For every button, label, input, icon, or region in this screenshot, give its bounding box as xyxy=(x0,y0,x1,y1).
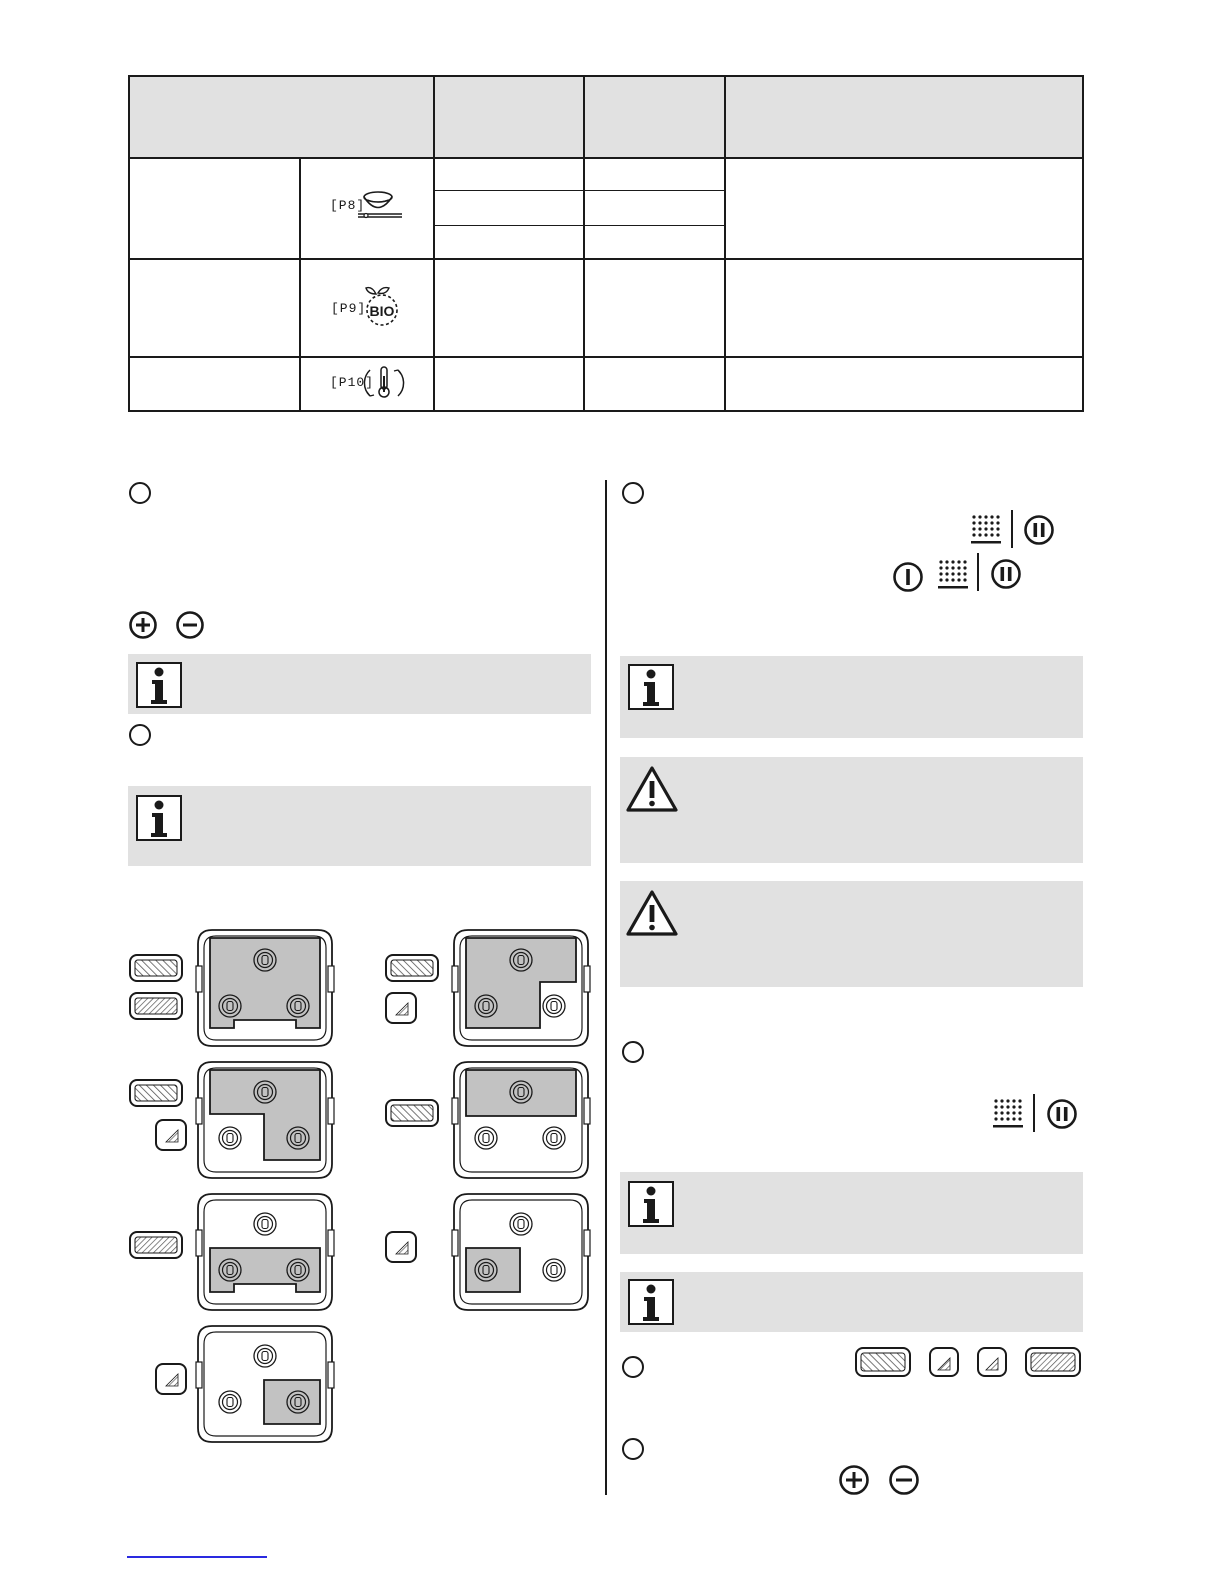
bio-leaf-icon xyxy=(362,284,402,328)
zone-key-row xyxy=(852,1344,1084,1380)
zone-key xyxy=(130,1080,186,1150)
info-box xyxy=(620,656,1083,738)
info-i-icon xyxy=(628,1181,674,1227)
info-i-icon xyxy=(628,1279,674,1325)
pause-icon xyxy=(1023,514,1055,546)
cooking-zone-diagrams xyxy=(120,918,600,1448)
zone-key xyxy=(386,1100,438,1126)
step-marker xyxy=(622,1356,644,1378)
table-header xyxy=(129,76,1082,158)
power-icon xyxy=(892,561,924,593)
warning-box xyxy=(620,757,1083,863)
separator xyxy=(1011,510,1013,548)
zone-key xyxy=(130,1232,182,1258)
zone-key xyxy=(386,1232,416,1262)
separator xyxy=(1033,1094,1035,1132)
warning-box xyxy=(620,881,1083,987)
zone-grid-icon xyxy=(992,1096,1024,1130)
step-marker xyxy=(129,482,151,504)
minus-circle-icon xyxy=(175,610,205,640)
plus-circle-icon xyxy=(838,1464,870,1496)
bowl-on-stand-icon xyxy=(356,188,404,226)
footer-link[interactable] xyxy=(127,1556,267,1558)
program-code: [P8] xyxy=(330,198,366,213)
info-box xyxy=(620,1172,1083,1254)
zone-key xyxy=(156,1364,186,1394)
step-marker xyxy=(622,1041,644,1063)
info-box xyxy=(620,1272,1083,1332)
pause-icon xyxy=(1046,1098,1078,1130)
info-i-icon xyxy=(136,662,182,708)
plus-circle-icon xyxy=(128,610,158,640)
zone-diagram xyxy=(196,1194,334,1310)
info-box xyxy=(128,786,591,866)
info-i-icon xyxy=(628,664,674,710)
warning-triangle-icon xyxy=(625,889,679,937)
zone-diagram xyxy=(196,1326,334,1442)
zone-diagram xyxy=(452,1062,590,1178)
program-code: [P10] xyxy=(330,375,375,390)
minus-circle-icon xyxy=(888,1464,920,1496)
column-divider xyxy=(605,480,607,1495)
zone-key xyxy=(386,955,438,1023)
zone-key xyxy=(130,955,182,1019)
thermometer-cycle-icon xyxy=(362,362,406,404)
program-code: [P9] xyxy=(331,301,367,316)
warning-triangle-icon xyxy=(625,765,679,813)
svg-text:BIO: BIO xyxy=(369,303,395,319)
zone-diagram xyxy=(196,930,334,1046)
zone-diagram xyxy=(196,1062,334,1178)
step-marker xyxy=(129,724,151,746)
step-marker xyxy=(622,482,644,504)
zone-grid-icon xyxy=(937,557,969,591)
info-box xyxy=(128,654,591,714)
separator xyxy=(977,553,979,591)
zone-diagram xyxy=(452,930,590,1046)
info-i-icon xyxy=(136,795,182,841)
zone-grid-icon xyxy=(970,512,1002,546)
pause-icon xyxy=(990,558,1022,590)
zone-diagram xyxy=(452,1194,590,1310)
step-marker xyxy=(622,1438,644,1460)
